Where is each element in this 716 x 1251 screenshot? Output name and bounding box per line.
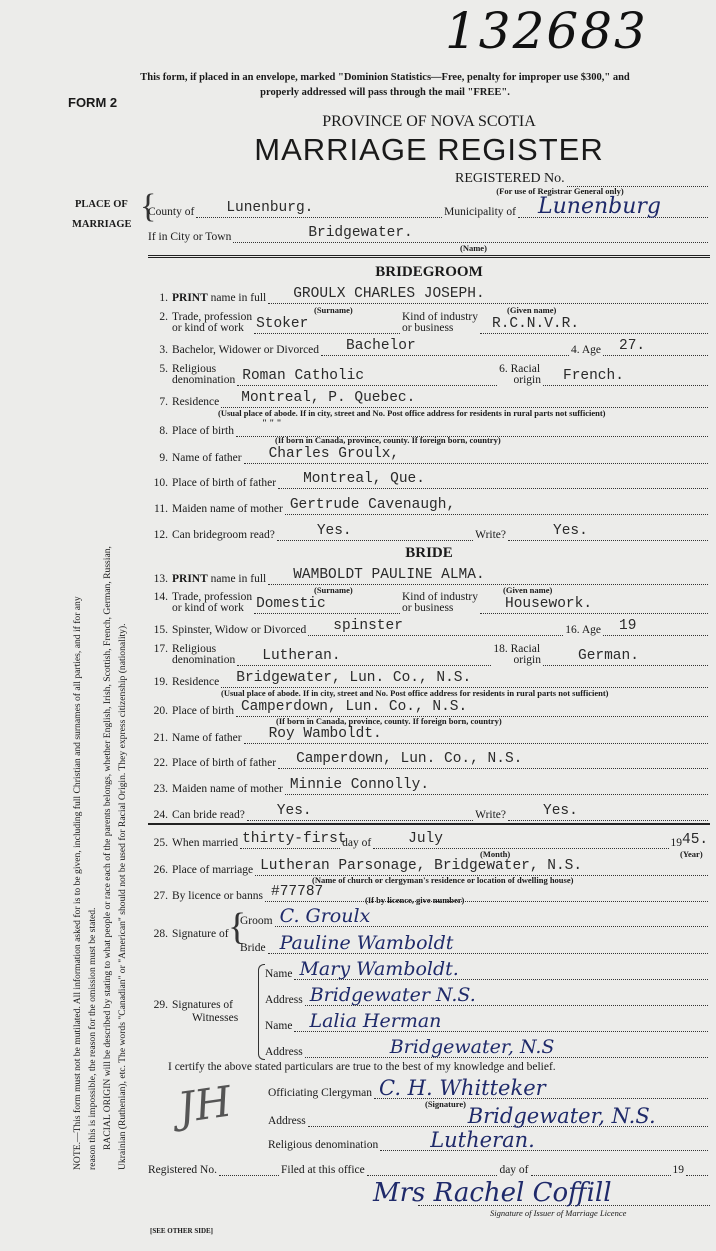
bride-trade-value: Domestic	[256, 596, 326, 612]
groom-trade-field[interactable]	[254, 317, 400, 334]
bride-father-field[interactable]	[244, 727, 708, 744]
clergyman-row	[268, 1076, 710, 1100]
residence-hint: (Usual place of abode. If in city, street and No. Post office address for residents in rural parts not sufficient)	[218, 408, 606, 418]
municipality-label: Municipality of	[444, 206, 516, 218]
groom-name-field[interactable]	[268, 287, 708, 304]
bride-origin-field[interactable]	[543, 649, 708, 666]
print-label: PRINT	[172, 292, 208, 304]
bride-industry-field[interactable]	[480, 597, 708, 614]
issuer-signature: Mrs Rachel Coffill	[373, 1178, 612, 1208]
bride-residence-value: Bridgewater, Lun. Co., N.S.	[236, 670, 472, 686]
clergy-denomination-row	[268, 1128, 710, 1152]
write-label: Write?	[475, 809, 506, 821]
groom-signature: C. Groulx	[279, 905, 371, 927]
groom-industry-value: R.C.N.V.R.	[492, 316, 580, 332]
groom-write-field[interactable]	[508, 524, 708, 541]
signature-of-label	[148, 928, 229, 940]
place-field[interactable]	[255, 859, 708, 876]
registered-no-input[interactable]	[567, 170, 708, 187]
groom-father-birthplace-row	[148, 469, 710, 489]
province-heading: PROVINCE OF NOVA SCOTIA	[322, 113, 536, 130]
bride-name-row	[148, 565, 710, 585]
industry-label: Kind of industry	[401, 311, 478, 323]
groom-signature-row	[240, 907, 710, 927]
bride-status-field[interactable]	[308, 619, 563, 636]
day-of-label: day of	[342, 837, 372, 849]
field-number: 22.	[153, 757, 168, 769]
groom-read-field[interactable]	[277, 524, 473, 541]
read-label: Can bride read?	[172, 809, 245, 821]
bride-label: Bride	[240, 942, 266, 954]
field-number: 9.	[159, 452, 168, 464]
status-label: Bachelor, Widower or Divorced	[172, 344, 320, 356]
see-other-side: [SEE OTHER SIDE]	[150, 1227, 214, 1235]
bride-write-value: Yes.	[543, 803, 578, 819]
side-note	[70, 310, 130, 1170]
county-value: Lunenburg.	[226, 200, 314, 216]
industry-label: or business	[401, 602, 454, 614]
field-number: 14.	[153, 591, 168, 603]
field-number: 15.	[153, 624, 168, 636]
residence-label: Residence	[172, 676, 220, 688]
field-number: 29.	[153, 999, 168, 1011]
groom-name-value: GROULX CHARLES JOSEPH.	[293, 286, 485, 302]
day-value: thirty-first	[242, 831, 347, 847]
bride-mother-value: Minnie Connolly.	[289, 777, 430, 793]
field-number: 20.	[153, 705, 168, 717]
groom-signature-field[interactable]	[275, 905, 708, 927]
place-value: Lutheran Parsonage, Bridgewater, N.S.	[260, 858, 583, 874]
page-title: MARRIAGE REGISTER	[254, 132, 604, 167]
bride-religion-field[interactable]	[237, 649, 491, 666]
city-hint: (Name)	[460, 243, 487, 253]
brace-icon	[258, 964, 265, 1060]
county-field[interactable]	[196, 201, 442, 218]
certification-text: I certify the above stated particulars are true to the best of my knowledge and belief.	[168, 1061, 556, 1073]
registrar-initials: JH	[174, 1076, 235, 1133]
bride-trade-field[interactable]	[254, 597, 400, 614]
groom-religion-value: Roman Catholic	[242, 368, 365, 384]
name-label: name in full	[210, 573, 267, 585]
bride-father-birthplace-value: Camperdown, Lun. Co., N.S.	[296, 751, 523, 767]
groom-mother-field[interactable]	[285, 498, 708, 515]
groom-trade-value: Stoker	[256, 316, 309, 332]
address-label: Address	[265, 1046, 303, 1058]
month-field[interactable]	[373, 832, 668, 849]
bride-mother-row	[148, 775, 710, 795]
bride-name-field[interactable]	[268, 568, 708, 585]
bride-religion-row	[148, 640, 710, 666]
field-number: 7.	[159, 396, 168, 408]
father-birthplace-label: Place of birth of father	[172, 477, 277, 489]
groom-status-row	[148, 336, 710, 356]
field-number: 12.	[153, 529, 168, 541]
registered-no-label: REGISTERED No.	[455, 171, 565, 186]
witnesses-label	[148, 999, 238, 1025]
brace-icon: {	[140, 188, 157, 225]
witness1-name: Mary Wamboldt.	[299, 958, 459, 980]
filed-label: Filed at this office	[280, 1164, 365, 1176]
surname-hint: (Surname)	[314, 305, 353, 315]
groom-literacy-row	[148, 521, 710, 541]
field-number: 8.	[159, 425, 168, 437]
place-row	[148, 856, 710, 876]
clergy-denomination-field[interactable]	[380, 1128, 708, 1152]
groom-write-value: Yes.	[553, 523, 588, 539]
witness2-name: Lalia Herman	[309, 1010, 442, 1032]
clergyman-label: Officiating Clergyman	[268, 1087, 373, 1099]
groom-residence-field[interactable]	[221, 391, 708, 408]
groom-religion-field[interactable]	[237, 369, 497, 386]
bride-age-field[interactable]	[603, 619, 708, 636]
year-prefix: 19	[670, 837, 682, 849]
groom-mother-row	[148, 495, 710, 515]
mail-notice	[60, 70, 710, 100]
field-number: 6.	[499, 363, 508, 375]
field-number: 4.	[570, 344, 580, 356]
name-label: name in full	[210, 292, 267, 304]
given-name-hint: (Given name)	[503, 585, 553, 595]
city-value: Bridgewater.	[308, 225, 413, 241]
field-number: 13.	[153, 573, 168, 585]
handwritten-register-number: 132683	[445, 2, 648, 60]
religion-label: Religious	[172, 643, 217, 655]
groom-origin-value: French.	[563, 368, 624, 384]
bride-origin-value: German.	[578, 648, 639, 664]
industry-label: or business	[401, 322, 454, 334]
bride-signature-field[interactable]	[268, 932, 708, 954]
residence-hint: (Usual place of abode. If in city, street and No. Post office address for residents in rural parts not sufficient)	[221, 688, 609, 698]
denomination-label: Religious denomination	[268, 1139, 379, 1151]
bride-birthplace-value: Camperdown, Lun. Co., N.S.	[240, 699, 468, 715]
bride-signature-row	[240, 934, 710, 954]
witness2-address-row	[265, 1038, 710, 1058]
field-number: 2.	[159, 311, 168, 323]
side-note-line: RACIAL ORIGIN will be described by stating to what people or race each of the parents belongs, whether English, Irish, Scottish, French, German, Russian,	[102, 546, 113, 1150]
groom-residence-row	[148, 388, 710, 408]
groom-father-field[interactable]	[244, 447, 708, 464]
witness1-address-field[interactable]	[305, 984, 708, 1006]
religion-label: denomination	[172, 374, 236, 386]
clergy-address: Bridgewater, N.S.	[467, 1104, 656, 1128]
surname-hint: (Surname)	[314, 585, 353, 595]
racial-label: Racial	[510, 643, 541, 655]
bride-write-field[interactable]	[508, 804, 708, 821]
divider	[148, 255, 710, 258]
field-number: 10.	[153, 477, 168, 489]
age-label: Age	[581, 624, 601, 636]
county-label: County of	[148, 206, 195, 218]
witness1-address: Bridgewater N.S.	[309, 984, 476, 1006]
bride-birthplace-row	[148, 697, 710, 717]
licence-label: By licence or banns	[172, 890, 264, 902]
side-note-line: reason this is impossible, the reason for the omission must be stated.	[87, 907, 98, 1170]
birthplace-label: Place of birth	[172, 425, 234, 437]
trade-label: Trade, profession	[172, 591, 253, 603]
residence-label: Residence	[172, 396, 220, 408]
day-field[interactable]	[240, 831, 347, 849]
address-label: Address	[268, 1115, 306, 1127]
groom-origin-field[interactable]	[543, 369, 708, 386]
place-of-label: PLACE OF	[75, 199, 128, 210]
date-row	[148, 829, 710, 849]
groom-name-row	[148, 284, 710, 304]
year-prefix: 19	[672, 1164, 684, 1176]
municipality-value: Lunenburg	[538, 194, 661, 219]
witness-label: Signatures of	[172, 999, 234, 1011]
place-label: Place of marriage	[172, 864, 254, 876]
bride-father-row	[148, 724, 710, 744]
address-label: Address	[265, 994, 303, 1006]
bride-birthplace-field[interactable]	[236, 700, 708, 717]
side-note-line: NOTE.—This form must not be mutilated. All information asked for is to be given, including full Christian and surnames of all parties, and if for any	[72, 596, 83, 1170]
filed-input[interactable]	[367, 1159, 498, 1176]
year-field[interactable]	[684, 833, 708, 849]
field-number: 11.	[154, 503, 168, 515]
groom-industry-field[interactable]	[480, 317, 708, 334]
county-row	[148, 194, 710, 219]
groom-father-value: Charles Groulx,	[268, 446, 400, 462]
city-label: If in City or Town	[148, 231, 232, 243]
field-number: 23.	[153, 783, 168, 795]
form-label: FORM 2	[68, 95, 118, 110]
clergyman-signature: C. H. Whitteker	[379, 1076, 546, 1100]
side-note-line: Ukrainian (Ruthenian), etc. The words "Canadian" or "American" should not be used for Racial Origin. They express citizenship (nationality).	[117, 623, 128, 1170]
write-label: Write?	[475, 529, 506, 541]
bride-status-value: spinster	[333, 618, 403, 634]
field-number: 27.	[153, 890, 168, 902]
industry-label: Kind of industry	[401, 591, 478, 603]
bride-industry-value: Housework.	[505, 596, 593, 612]
field-number: 17.	[153, 643, 168, 655]
field-number: 18.	[493, 643, 508, 655]
religion-label: denomination	[172, 654, 236, 666]
bride-signature: Pauline Wamboldt	[279, 932, 454, 954]
father-label: Name of father	[172, 732, 242, 744]
brace-icon: {	[228, 906, 247, 948]
month-hint: (Month)	[480, 849, 511, 859]
witness2-address: Bridgewater, N.S	[389, 1036, 555, 1058]
mail-notice-line: properly addressed will pass through the mail "FREE".	[260, 87, 510, 98]
mother-label: Maiden name of mother	[172, 783, 283, 795]
filed-day-input[interactable]	[531, 1159, 671, 1176]
origin-label: origin	[513, 374, 541, 386]
licence-hint: (If by licence, give number)	[365, 895, 465, 905]
bride-residence-field[interactable]	[221, 671, 708, 688]
origin-label: origin	[513, 654, 541, 666]
groom-father-row	[148, 444, 710, 464]
groom-age-field[interactable]	[603, 339, 708, 356]
city-row	[148, 223, 710, 243]
registered-no-hint: (For use of Registrar General only)	[496, 186, 624, 196]
bride-read-field[interactable]	[247, 804, 473, 821]
birthplace-hint: (If born in Canada, province, county. If foreign born, country)	[276, 716, 502, 726]
bride-read-value: Yes.	[276, 803, 312, 819]
groom-label: Groom	[240, 915, 273, 927]
registered-no-input[interactable]	[219, 1159, 279, 1176]
signature-label: Signature of	[172, 928, 229, 940]
witness-label: Witnesses	[192, 1012, 239, 1024]
father-label: Name of father	[172, 452, 242, 464]
bride-residence-row	[148, 668, 710, 688]
licence-value: #77787	[271, 884, 324, 900]
signature-hint: (Signature)	[425, 1099, 466, 1109]
groom-residence-value: Montreal, P. Quebec.	[241, 390, 416, 406]
groom-status-value: Bachelor	[346, 338, 416, 354]
birthplace-hint: (If born in Canada, province, county. If foreign born, country)	[275, 435, 501, 445]
name-label: Name	[265, 1020, 293, 1032]
groom-father-birthplace-value: Montreal, Que.	[303, 471, 425, 487]
age-label: Age	[581, 344, 601, 356]
filing-row	[148, 1156, 710, 1176]
field-number: 16.	[565, 624, 580, 636]
filed-year-input[interactable]	[686, 1159, 708, 1176]
trade-label: or kind of work	[172, 602, 244, 614]
clergyman-field[interactable]	[374, 1076, 708, 1100]
year-hint: (Year)	[680, 849, 703, 859]
witness2-name-row	[265, 1012, 710, 1032]
groom-father-birthplace-field[interactable]	[278, 472, 708, 489]
father-birthplace-label: Place of birth of father	[172, 757, 277, 769]
year-value: 45.	[682, 832, 709, 848]
name-label: Name	[265, 968, 293, 980]
print-label: PRINT	[172, 573, 208, 585]
given-name-hint: (Given name)	[507, 305, 557, 315]
witness1-name-field[interactable]	[294, 958, 708, 980]
registered-no-label: Registered No.	[148, 1164, 217, 1176]
month-value: July	[408, 831, 443, 847]
field-number: 19.	[153, 676, 168, 688]
bride-religion-value: Lutheran.	[262, 648, 341, 664]
city-field[interactable]	[233, 226, 708, 243]
place-hint: (Name of church or clergyman's residence or location of dwelling house)	[312, 875, 574, 885]
groom-read-value: Yes.	[316, 523, 352, 539]
bride-trade-row	[148, 585, 710, 614]
bride-name-value: WAMBOLDT PAULINE ALMA.	[293, 567, 485, 583]
bride-father-birthplace-field[interactable]	[278, 752, 708, 769]
field-number: 1.	[159, 292, 168, 304]
field-number: 25.	[153, 837, 168, 849]
marriage-label: MARRIAGE	[72, 219, 132, 230]
witness2-name-field[interactable]	[294, 1010, 708, 1032]
field-number: 26.	[153, 864, 168, 876]
groom-trade-row	[148, 305, 710, 334]
issuer-hint: Signature of Issuer of Marriage Licence	[490, 1208, 627, 1218]
bride-father-value: Roy Wamboldt.	[268, 726, 382, 742]
read-label: Can bridegroom read?	[172, 529, 275, 541]
religion-label: Religious	[172, 363, 217, 375]
bride-literacy-row	[148, 801, 710, 821]
bride-mother-field[interactable]	[285, 778, 708, 795]
when-married-label: When married	[172, 837, 239, 849]
trade-label: or kind of work	[172, 322, 244, 334]
issuer-signature-field[interactable]	[373, 1178, 710, 1208]
status-label: Spinster, Widow or Divorced	[172, 624, 307, 636]
field-number: 5.	[159, 363, 168, 375]
field-number: 3.	[159, 344, 168, 356]
birthplace-label: Place of birth	[172, 705, 234, 717]
mother-label: Maiden name of mother	[172, 503, 283, 515]
trade-label: Trade, profession	[172, 311, 253, 323]
field-number: 24.	[153, 809, 168, 821]
field-number: 21.	[153, 732, 168, 744]
mail-notice-line: This form, if placed in an envelope, marked "Dominion Statistics—Free, penalty for improper use $300," and	[140, 72, 630, 83]
bridegroom-heading: BRIDEGROOM	[375, 264, 483, 280]
witness2-address-field[interactable]	[305, 1036, 708, 1058]
registered-no-field	[455, 170, 710, 187]
bride-father-birthplace-row	[148, 749, 710, 769]
day-of-label: day of	[499, 1164, 529, 1176]
witness1-name-row	[265, 960, 710, 980]
groom-mother-value: Gertrude Cavenaugh,	[289, 497, 456, 513]
bride-heading: BRIDE	[405, 545, 453, 561]
witness1-address-row	[265, 986, 710, 1006]
licence-field[interactable]	[265, 885, 708, 902]
bride-age-value: 19	[619, 618, 637, 634]
divider	[148, 823, 710, 825]
groom-religion-row	[148, 360, 710, 386]
racial-label: Racial	[510, 363, 541, 375]
groom-age-value: 27.	[619, 338, 646, 354]
field-number: 28.	[153, 928, 168, 940]
clergy-denomination: Lutheran.	[430, 1128, 535, 1152]
ditto-marks: " " "	[262, 418, 282, 428]
groom-status-field[interactable]	[321, 339, 569, 356]
bride-status-row	[148, 616, 710, 636]
municipality-field[interactable]	[518, 194, 708, 219]
groom-birthplace-row	[148, 417, 710, 437]
